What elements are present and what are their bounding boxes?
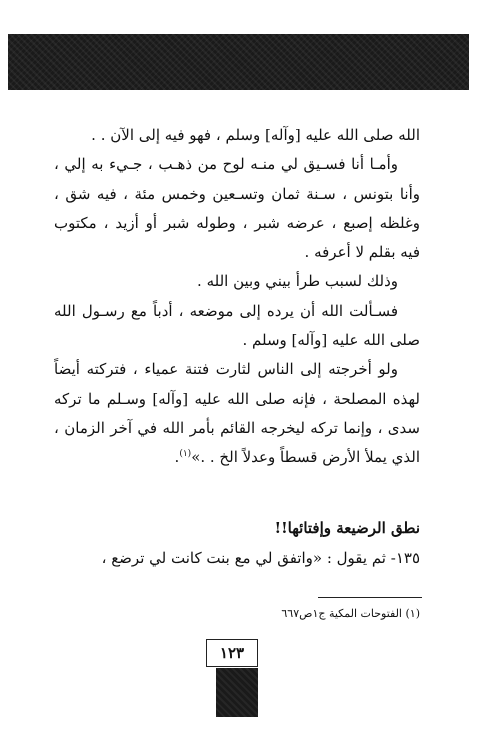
paragraph-5-text: ولو أخرجته إلى الناس لثارت فتنة عمياء ، فتركته أيضاً لهذه المصلحة ، فإنه صلى الله عليه [وآله] وسـلم ما تركه سدى ، وإنما تركه ليخرجه القائم بأمر الله في آخر الزمان ، الذي يملأ الأرض قسطاً وعدلاً الخ . .»: [54, 360, 420, 467]
paragraph-5: [54, 355, 420, 472]
paragraph-2: وأمـا أنا فسـيق لي منـه لوح من ذهـب ، جـيء به إلي ، وأنا بتونس ، سـنة ثمان وتسـعين وخمس مئة ، فيه شق ، وغلظه إصبع ، عرضه شبر ، وطوله شبر أو أزيد ، مكتوب فيه بقلم لا أعرفه .: [54, 155, 420, 262]
section-heading: نطق الرضيعة وإفتائها!!: [274, 519, 420, 537]
footnote-marker: (١): [179, 449, 192, 460]
paragraph-4: فسـألت الله أن يرده إلى موضعه ، أدباً مع رسـول الله صلى الله عليه [وآله] وسلم .: [54, 301, 420, 350]
page-number: ١٢٣: [206, 639, 258, 667]
body-text: [54, 121, 420, 473]
footnote-divider: [318, 597, 422, 598]
footnote: (١) الفتوحات المكية ج١ص٦٦٧: [281, 607, 420, 620]
paragraph-5-end: .: [174, 448, 180, 467]
page-tab-decoration: [216, 668, 258, 717]
paragraph-3: وذلك لسبب طرأ بيني وبين الله .: [197, 272, 398, 291]
section-block: [54, 515, 420, 571]
paragraph-1: الله صلى الله عليه [وآله] وسلم ، فهو فيه إلى الآن . .: [91, 126, 420, 144]
header-decorative-band: [8, 34, 469, 90]
section-paragraph: ١٣٥- ثم يقول : «واتفق لي مع بنت كانت لي ترضع ،: [101, 549, 420, 567]
